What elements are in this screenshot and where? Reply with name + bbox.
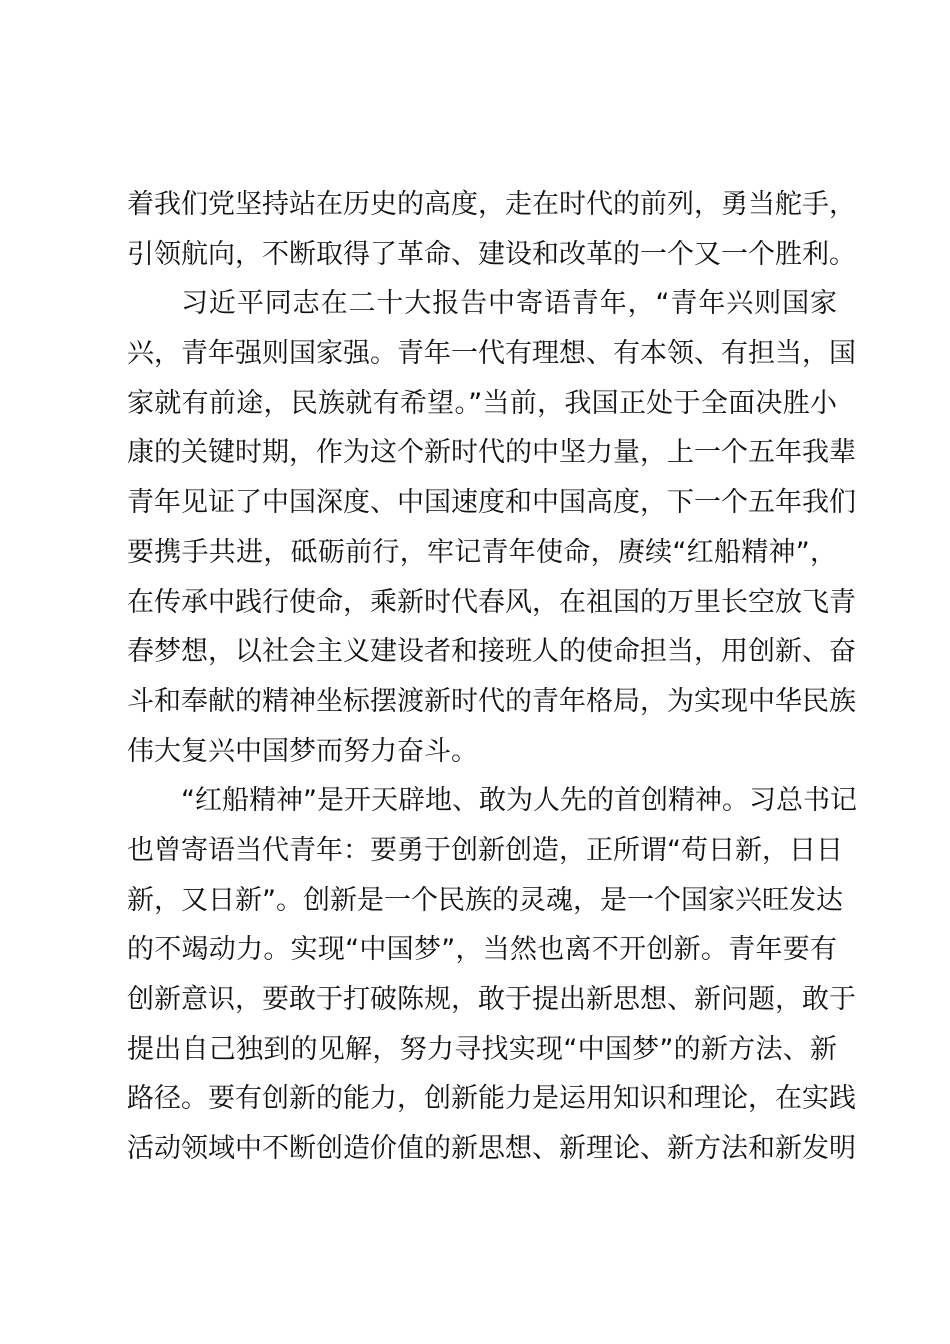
text-line: 康的关键时期，作为这个新时代的中坚力量，上一个五年我辈 [127,437,856,469]
text-line: 伟大复兴中国梦而努力奋斗。 [127,735,478,767]
text-line: 的不竭动力。实现“中国梦”，当然也离不开创新。青年要有 [127,934,837,966]
text-line: 引领航向，不断取得了革命、建设和改革的一个又一个胜利。 [127,238,856,270]
text-line: 活动领域中不断创造价值的新思想、新理论、新方法和新发明 [127,1133,856,1165]
text-line: 春梦想，以社会主义建设者和接班人的使命担当，用创新、奋 [127,636,856,668]
text-line: 兴，青年强则国家强。青年一代有理想、有本领、有担当，国 [127,338,856,370]
text-line: 要携手共进，砥砺前行，牢记青年使命，赓续“红船精神”， [127,536,837,568]
text-line: 也曾寄语当代青年：要勇于创新创造，正所谓“苟日新，日日 [127,834,843,866]
text-line: 路径。要有创新的能力，创新能力是运用知识和理论，在实践 [127,1083,856,1115]
body-text [127,180,857,1174]
text-line: 在传承中践行使命，乘新时代春风，在祖国的万里长空放飞青 [127,586,856,618]
text-line: 提出自己独到的见解，努力寻找实现“中国梦”的新方法、新 [127,1033,837,1065]
text-line: 习近平同志在二十大报告中寄语青年，“青年兴则国家 [181,288,837,320]
text-line: 青年见证了中国深度、中国速度和中国高度，下一个五年我们 [127,487,856,519]
text-line: 创新意识，要敢于打破陈规，敢于提出新思想、新问题，敢于 [127,984,856,1015]
text-line: 着我们党坚持站在历史的高度，走在时代的前列，勇当舵手， [127,189,856,220]
text-line: 家就有前途，民族就有希望。”当前，我国正处于全面决胜小 [127,387,837,419]
text-line: 斗和奉献的精神坐标摆渡新时代的青年格局，为实现中华民族 [127,685,856,717]
text-line: “红船精神”是开天辟地、敢为人先的首创精神。习总书记 [181,785,857,817]
text-line: 新，又日新”。创新是一个民族的灵魂，是一个国家兴旺发达 [127,884,843,916]
